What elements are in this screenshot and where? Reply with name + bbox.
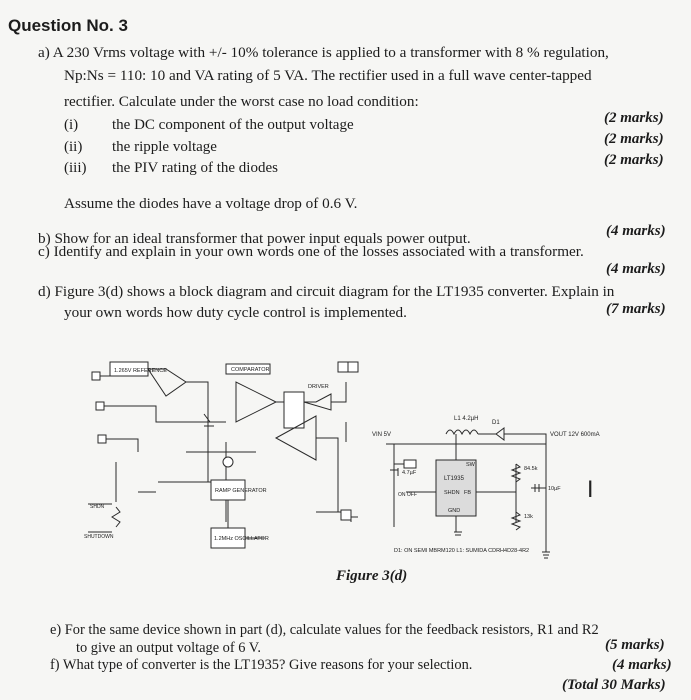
ic-label: LT1935 [444, 476, 464, 482]
d1-label: D1 [492, 420, 500, 426]
part-a-line1: a) A 230 Vrms voltage with +/- 10% tolerance is applied to a transformer with 8 % regulation, [38, 44, 609, 61]
c1-cap [404, 460, 416, 468]
part-a-item3-num: (iii) [64, 160, 87, 176]
fb-label: FB [464, 490, 472, 496]
part-a-item1-text: the DC component of the output voltage [112, 117, 354, 133]
enable-label: SHDN [90, 504, 105, 510]
r1-label: 84.5k [524, 466, 538, 472]
diode-d1 [478, 428, 546, 552]
part-a-line2: Np:Ns = 110: 10 and VA rating of 5 VA. The rectifier used in a full wave center-tapped [64, 67, 592, 84]
part-b-text: b) Show for an ideal transformer that power input equals power output. [38, 230, 471, 247]
question-title: Question No. 3 [8, 16, 128, 35]
figure-caption: Figure 3(d) [336, 568, 408, 584]
pin-box-3 [98, 435, 106, 443]
osc-label: 1.2MHz OSCILLATOR [214, 536, 269, 542]
onoff-label: ON OFF [398, 492, 417, 498]
text-cursor-icon: I [587, 478, 594, 503]
part-e-line1: e) For the same device shown in part (d), calculate values for the feedback resistors, R1 and R2 [50, 622, 599, 638]
part-e-marks: (5 marks) [605, 637, 665, 653]
part-a-item1-num: (i) [64, 117, 79, 133]
shutdown-label: SHUTDOWN [84, 534, 114, 540]
pin-box-1 [92, 372, 100, 380]
lt1935-circuit-diagram [76, 352, 616, 567]
part-b-marks: (4 marks) [606, 223, 666, 239]
part-a-item2-marks: (2 marks) [604, 131, 664, 147]
ground-symbols [202, 414, 226, 457]
part-f-text: f) What type of converter is the LT1935? Give reasons for your selection. [50, 657, 473, 673]
part-a-note: Assume the diodes have a voltage drop of 0.6 V. [64, 195, 358, 212]
part-a-item3-marks: (2 marks) [604, 152, 664, 168]
part-f-marks: (4 marks) [612, 657, 672, 673]
c2-cap [531, 484, 546, 492]
part-a-item2-num: (ii) [64, 139, 83, 155]
reference-label: 1.265V REFERENCE [114, 368, 167, 374]
c1-label: 4.7µF [402, 470, 417, 476]
total-marks: (Total 30 Marks) [562, 677, 666, 693]
c2-label: 10µF [548, 486, 561, 492]
latch-block [284, 392, 304, 428]
comparator-triangle [236, 382, 276, 422]
vin-label: VIN 5V [372, 432, 392, 438]
inductor-l1 [446, 430, 478, 434]
summing-node [223, 457, 233, 467]
internal-wires [158, 382, 256, 522]
part-d-line1: d) Figure 3(d) shows a block diagram and circuit diagram for the LT1935 converter. Explain in [38, 283, 615, 300]
component-note: D1: ON SEMI MBRM120 L1: SUMIDA CDRH4D28-4R2 [394, 548, 530, 554]
part-a-item3-text: the PIV rating of the diodes [112, 160, 278, 176]
part-a-item2-text: the ripple voltage [112, 139, 217, 155]
part-a-item1-marks: (2 marks) [604, 110, 664, 126]
output-grounds [454, 532, 550, 558]
driver-label: DRIVER [308, 384, 329, 390]
part-c-marks: (4 marks) [606, 261, 666, 277]
part-c-text: c) Identify and explain in your own words one of the losses associated with a transformer. [38, 243, 584, 260]
fb-pin-box [341, 510, 351, 520]
part-a-line3: rectifier. Calculate under the worst case no load condition: [64, 93, 419, 110]
ramp-label: RAMP GENERATOR [215, 488, 267, 494]
l1-label: L1 4.2µH [454, 416, 479, 422]
part-e-line2: to give an output voltage of 6 V. [76, 640, 261, 656]
sw-pin-box [338, 362, 348, 372]
part-d-line2: your own words how duty cycle control is implemented. [64, 304, 407, 321]
pin-box-2 [96, 402, 104, 410]
comparator-label: COMPARATOR [231, 367, 270, 373]
r2-label: 13k [524, 514, 533, 520]
part-d-marks: (7 marks) [606, 301, 666, 317]
shdn-label: SHDN [444, 490, 460, 496]
vout-label: VOUT 12V 600mA [550, 432, 600, 438]
sw-label: SW [466, 462, 475, 468]
gnd-label: GND [448, 508, 461, 514]
